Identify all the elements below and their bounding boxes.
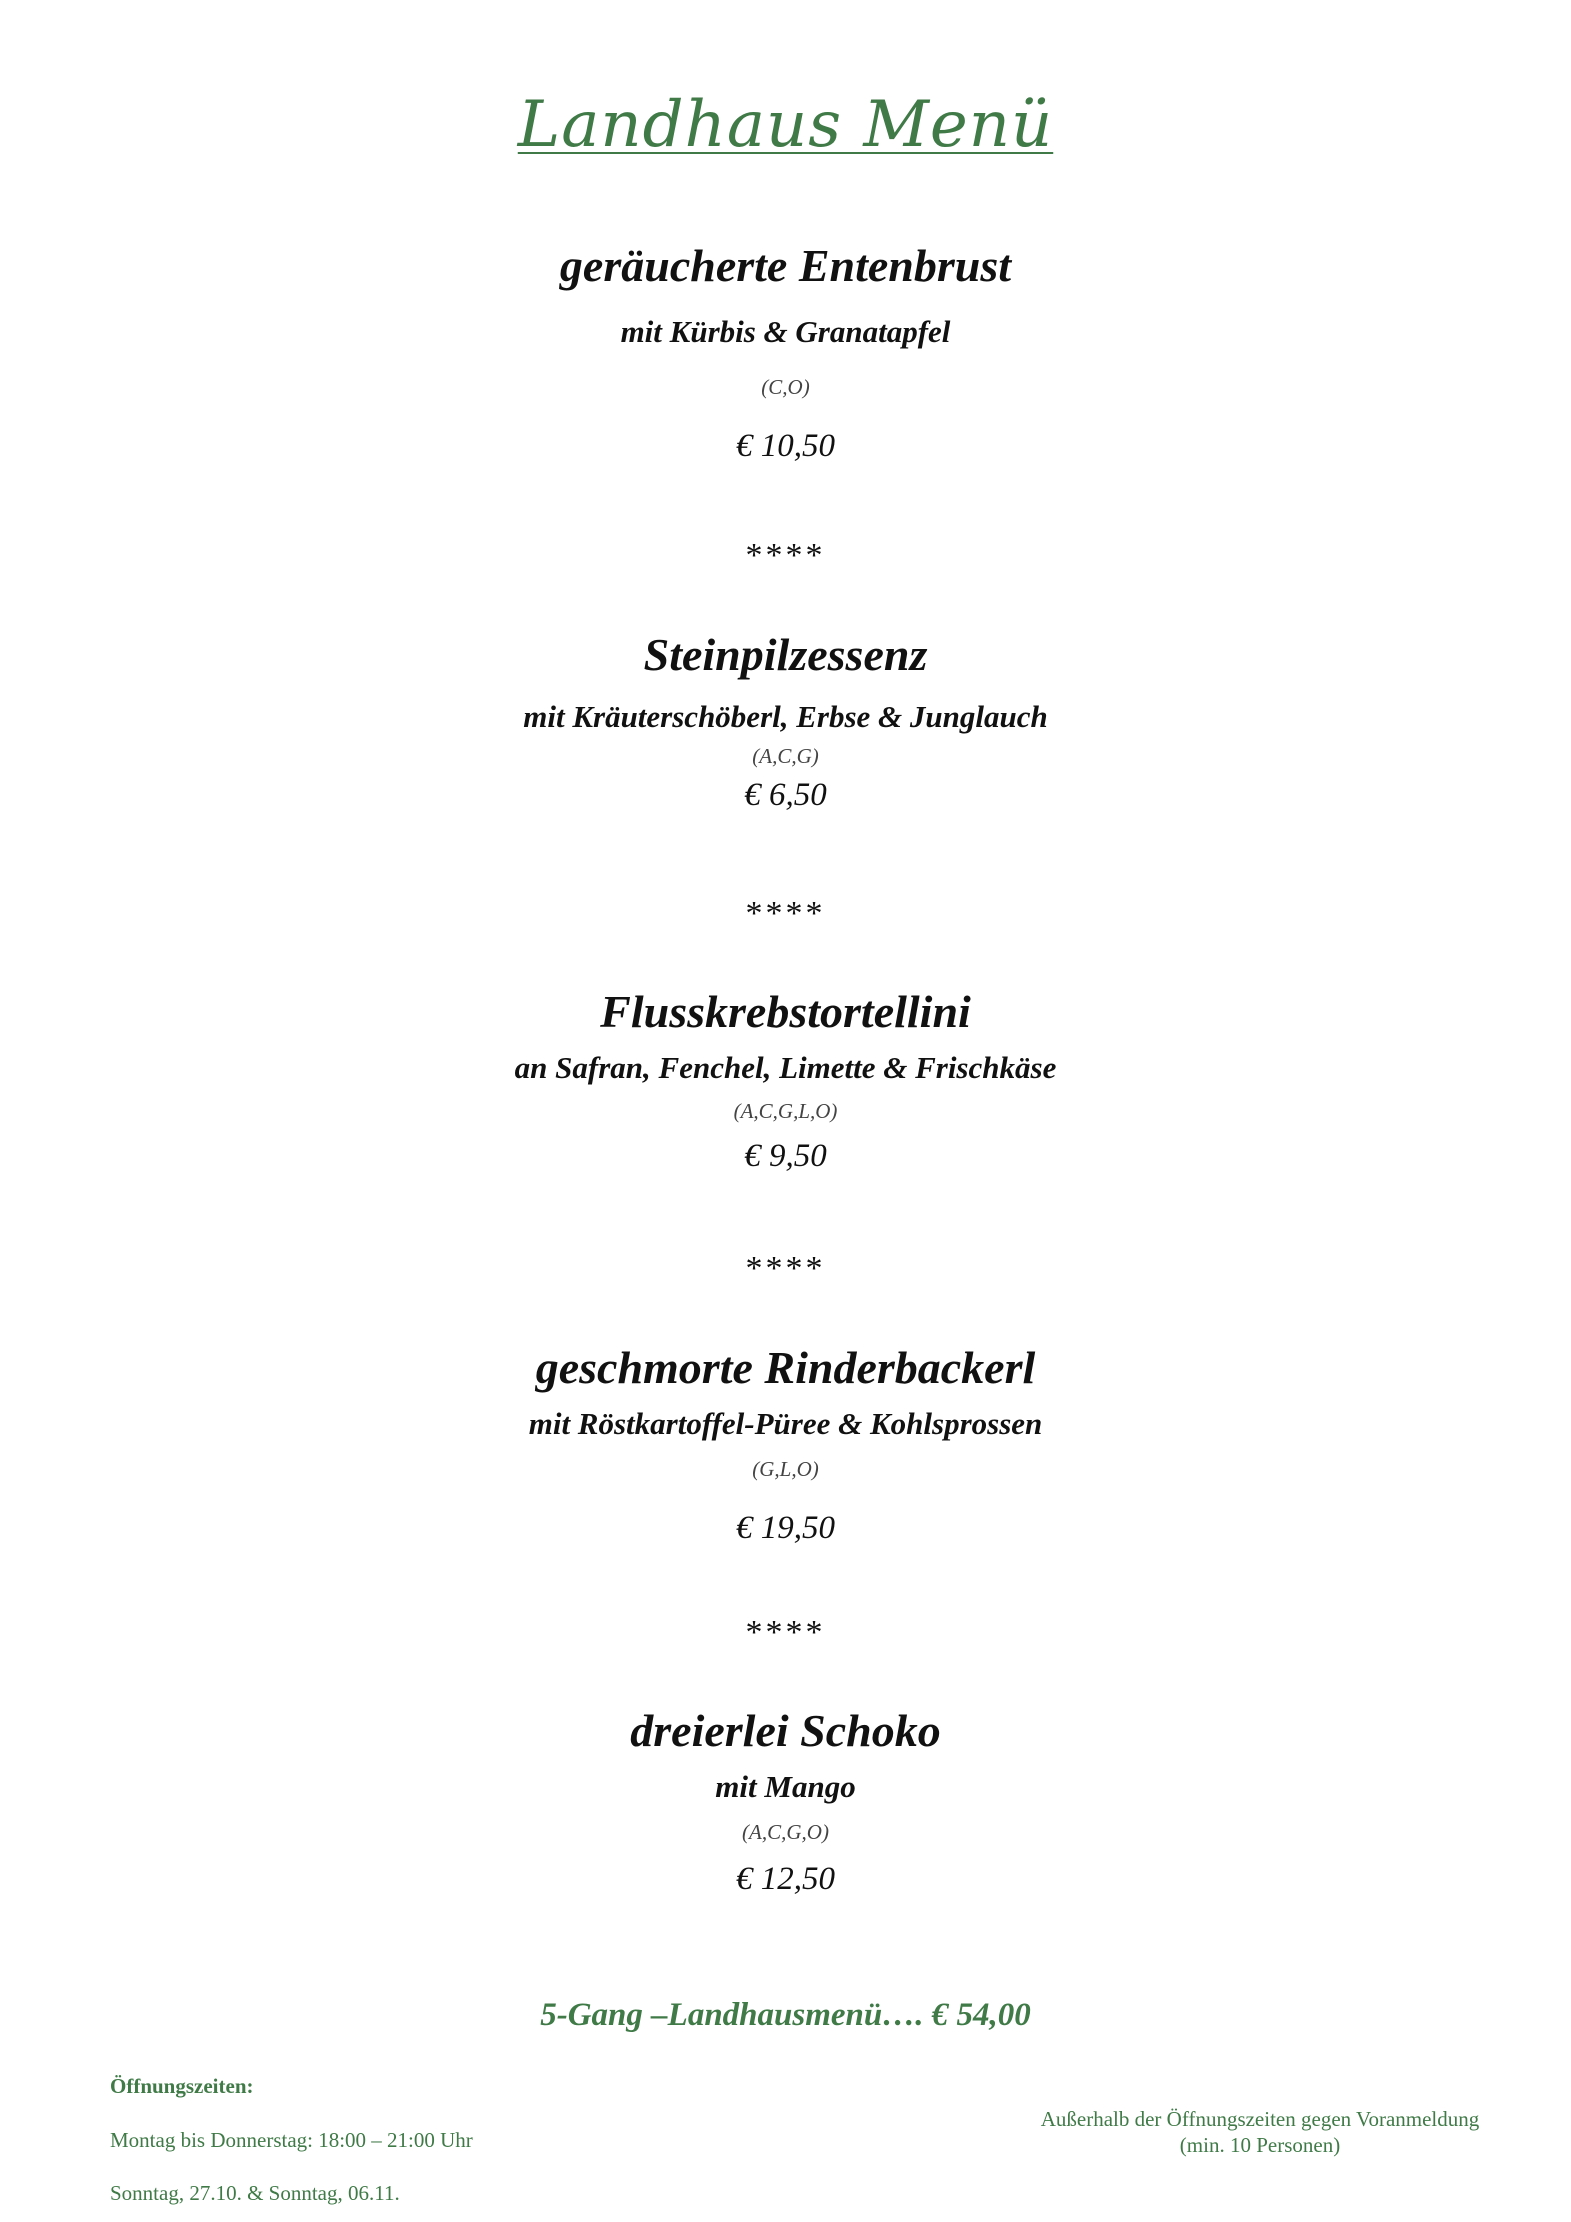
course-allergens: (A,C,G,L,O) <box>733 1099 838 1123</box>
course-price: € 10,50 <box>736 428 835 464</box>
separator: **** <box>745 1250 826 1287</box>
separator: **** <box>745 537 826 574</box>
course-description: mit Kürbis & Granatapfel <box>620 314 951 349</box>
course-description: mit Mango <box>715 1769 856 1804</box>
course-name: dreierlei Schoko <box>630 1705 941 1756</box>
course-allergens: (A,C,G) <box>752 744 819 768</box>
course-name: Flusskrebstortellini <box>600 986 971 1037</box>
reservation-note <box>980 2106 1540 2158</box>
course-5 <box>0 1703 1571 1901</box>
course-description: mit Röstkartoffel-Püree & Kohlsprossen <box>528 1406 1043 1441</box>
separator: **** <box>745 1614 826 1651</box>
course-allergens: (C,O) <box>761 375 810 399</box>
course-description: mit Kräuterschöberl, Erbse & Junglauch <box>523 699 1048 734</box>
course-price: € 9,50 <box>744 1138 827 1174</box>
menu-total-price: 5-Gang –Landhausmenü…. € 54,00 <box>540 1997 1031 2033</box>
opening-hours-title: Öffnungszeiten: <box>110 2074 254 2098</box>
course-name: geschmorte Rinderbackerl <box>535 1342 1036 1393</box>
reservation-note-line: (min. 10 Personen) <box>1179 2133 1341 2157</box>
course-allergens: (G,L,O) <box>752 1457 819 1481</box>
course-allergens: (A,C,G,O) <box>742 1820 829 1844</box>
course-name: geräucherte Entenbrust <box>559 240 1012 291</box>
opening-hours-line: Montag bis Donnerstag: 18:00 – 21:00 Uhr <box>110 2128 473 2152</box>
course-4 <box>0 1340 1571 1550</box>
course-price: € 6,50 <box>744 777 827 813</box>
course-price: € 12,50 <box>736 1861 835 1897</box>
course-1 <box>0 238 1571 468</box>
course-2 <box>0 627 1571 817</box>
page-title: Landhaus Menü <box>517 88 1054 162</box>
course-3 <box>0 984 1571 1178</box>
course-price: € 19,50 <box>736 1510 835 1546</box>
reservation-note-line: Außerhalb der Öffnungszeiten gegen Voranmeldung <box>1040 2107 1480 2131</box>
opening-hours-line: Sonntag, 27.10. & Sonntag, 06.11. <box>110 2181 400 2205</box>
separator: **** <box>745 895 826 932</box>
course-description: an Safran, Fenchel, Limette & Frischkäse <box>514 1050 1057 1085</box>
course-name: Steinpilzessenz <box>643 629 928 680</box>
